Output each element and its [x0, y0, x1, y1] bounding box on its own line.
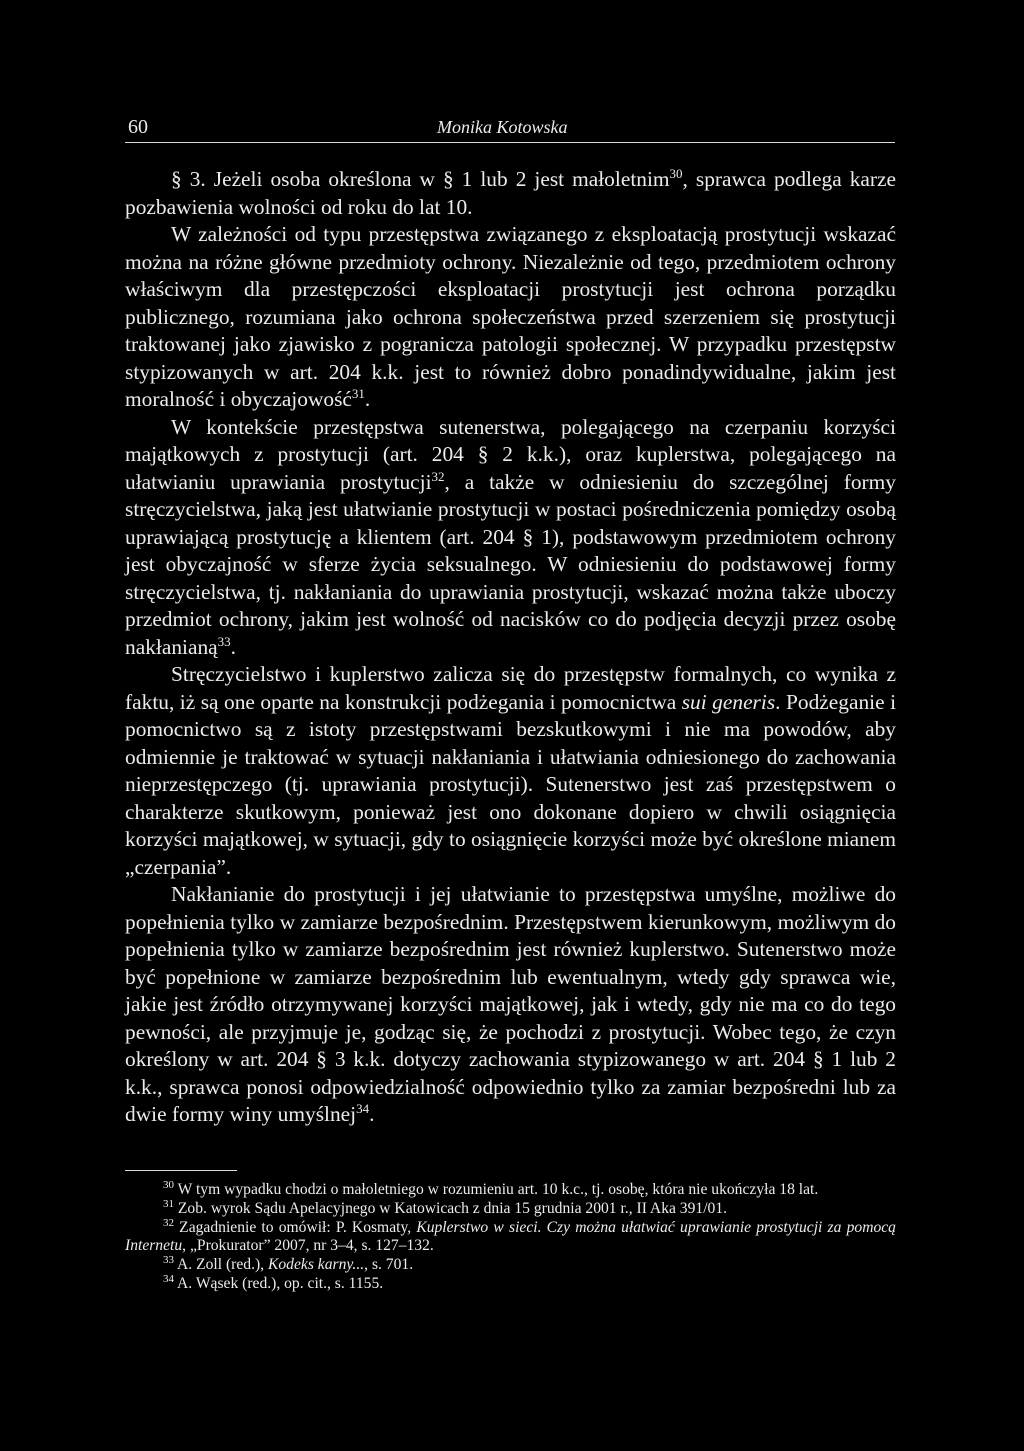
footnote — [125, 1256, 896, 1275]
text-run: A. Zoll (red.), — [174, 1256, 268, 1274]
footnote-ref: 31 — [163, 1197, 174, 1210]
paragraph — [125, 661, 896, 881]
text-run: . — [364, 387, 371, 411]
page-header — [125, 112, 895, 143]
italic-text: Kuplerstwo w sieci. Czy można ułatwiać uprawianie prostytucji za pomocą Internetu — [125, 1218, 896, 1255]
paragraph — [125, 414, 896, 662]
footnote — [125, 1197, 896, 1219]
text-run: . — [369, 1102, 375, 1126]
text-run: W zależności od typu przestępstwa związanego z eksploatacją prostytucji wskazać można na różne główne przedmioty ochrony. Niezależnie od tego, przedmiotem ochrony właściwym dla przestępczości eksploatacji prostytucji jest ochrona porządku publicznego, rozumiana jako ochrona społeczeństwa przed szerzeniem się prostytucji traktowanej jako zjawisko z pogranicza patologii społecznej. W przypadku przestępstw stypizowanych w art. 204 k.k. jest to również dobro ponadindywidualne, jakim jest moralność i obyczajowość — [125, 222, 896, 411]
paragraph — [125, 881, 896, 1129]
footnote-ref: 34 — [356, 1101, 370, 1116]
footnote-ref: 32 — [163, 1216, 174, 1229]
text-run: W kontekście przestępstwa sutenerstwa, polegającego na czerpaniu korzyści majątkowych z prostytucji (art. 204 § 2 k.k.), oraz kuplerstwa, polegającego na ułatwianiu uprawiania prostytucji — [125, 414, 896, 494]
text-run: Nakłanianie do prostytucji i jej ułatwianie to przestępstwa umyślne, możliwe do popełnienia tylko w zamiarze bezpośrednim. Przestępstwem kierunkowym, możliwym do popełnienia tylko w zamiarze bezpośrednim jest również kuplerstwo. Sutenerstwo może być popełnione w zamiarze bezpośrednim lub ewentualnym, wtedy gdy sprawca wie, jakie jest źródło otrzymywanej korzyści majątkowej, jak i wtedy, gdy nie ma co do tego pewności, ale przyjmuje je, godząc się, że pochodzi z prostytucji. Wobec tego, że czyn określony w art. 204 § 3 k.k. dotyczy zachowania stypizowanego w art. 204 § 1 lub 2 k.k., sprawca ponosi odpowiedzialność odpowiednio tylko za zamiar bezpośredni lub za dwie formy winy umyślnej — [125, 882, 896, 1126]
text-run: , sprawca podlega karze pozbawienia wolności od roku do lat 10. — [125, 167, 896, 219]
footnote-separator — [125, 1170, 237, 1171]
footnote-ref: 31 — [351, 386, 365, 401]
italic-text: sui generis — [681, 689, 776, 714]
footnote — [125, 1216, 896, 1257]
footnote — [125, 1272, 896, 1294]
text-run: Zob. wyrok Sądu Apelacyjnego w Katowicach z dnia 15 grudnia 2001 r., II Aka 391/01. — [174, 1199, 728, 1217]
footnote-ref: 33 — [217, 633, 231, 649]
text-run: Zagadnienie to omówił: P. Kosmaty, — [174, 1218, 417, 1236]
text-run: W tym wypadku chodzi o małoletniego w rozumieniu art. 10 k.c., tj. osobę, która nie ukończyła 18 lat. — [174, 1181, 819, 1198]
text-run: . Podżeganie i pomocnictwo są z istoty przestępstwami bezskutkowymi i nie ma powodów, aby odmiennie je traktować w sytuacji nakłaniania i ułatwiania odniesionego do zachowania nieprzestępczego (tj. uprawiania prostytucji). Sutenerstwo jest zaś przestępstwem o charakterze skutkowym, ponieważ jest ono dokonane dopiero w chwili osiągnięcia korzyści majątkowej, w sytuacji, gdy to osiągnięcie korzyści może być określone mianem „czerpania”. — [125, 689, 897, 879]
paragraph — [125, 166, 896, 221]
footnote-ref: 30 — [163, 1179, 174, 1191]
text-run: Stręczycielstwo i kuplerstwo zalicza się do przestępstw formalnych, co wynika z faktu, iż są one oparte na konstrukcji podżegania i pomocnictwa — [125, 662, 896, 714]
text-run: . — [230, 634, 237, 659]
page-number: 60 — [128, 116, 148, 138]
text-run: , a także w odniesieniu do szczególnej formy stręczycielstwa, jaką jest ułatwianie prostytucji w postaci pośredniczenia pomiędzy osobą uprawiającą prostytucję a klientem (art. 204 § 1), podstawowym przedmiotem ochrony jest obyczajność w sferze życia seksualnego. W odniesieniu do podstawowej formy stręczycielstwa, tj. nakłaniania do uprawiania prostytucji, wskazać można także uboczy przedmiot ochrony, jakim jest wolność od nacisków co do podjęcia decyzji przez osobę nakłanianą — [125, 469, 896, 659]
footnote-ref: 32 — [431, 468, 445, 484]
footnote-ref: 34 — [163, 1272, 174, 1285]
footnote — [125, 1181, 896, 1200]
paragraph — [125, 221, 896, 414]
text-run: A. Wąsek (red.), op. cit., s. 1155. — [174, 1274, 384, 1292]
footnote-ref: 30 — [669, 166, 683, 181]
body-text — [125, 166, 896, 1129]
text-run: § 3. Jeżeli osoba określona w § 1 lub 2 jest małoletnim — [171, 167, 670, 191]
running-head-author: Monika Kotowska — [437, 117, 568, 137]
text-run: , „Prokurator” 2007, nr 3–4, s. 127–132. — [182, 1237, 434, 1255]
italic-text: Kodeks karny... — [267, 1256, 365, 1274]
text-run: , s. 701. — [364, 1256, 414, 1274]
footnotes — [125, 1181, 896, 1294]
footnote-ref: 33 — [163, 1254, 174, 1267]
